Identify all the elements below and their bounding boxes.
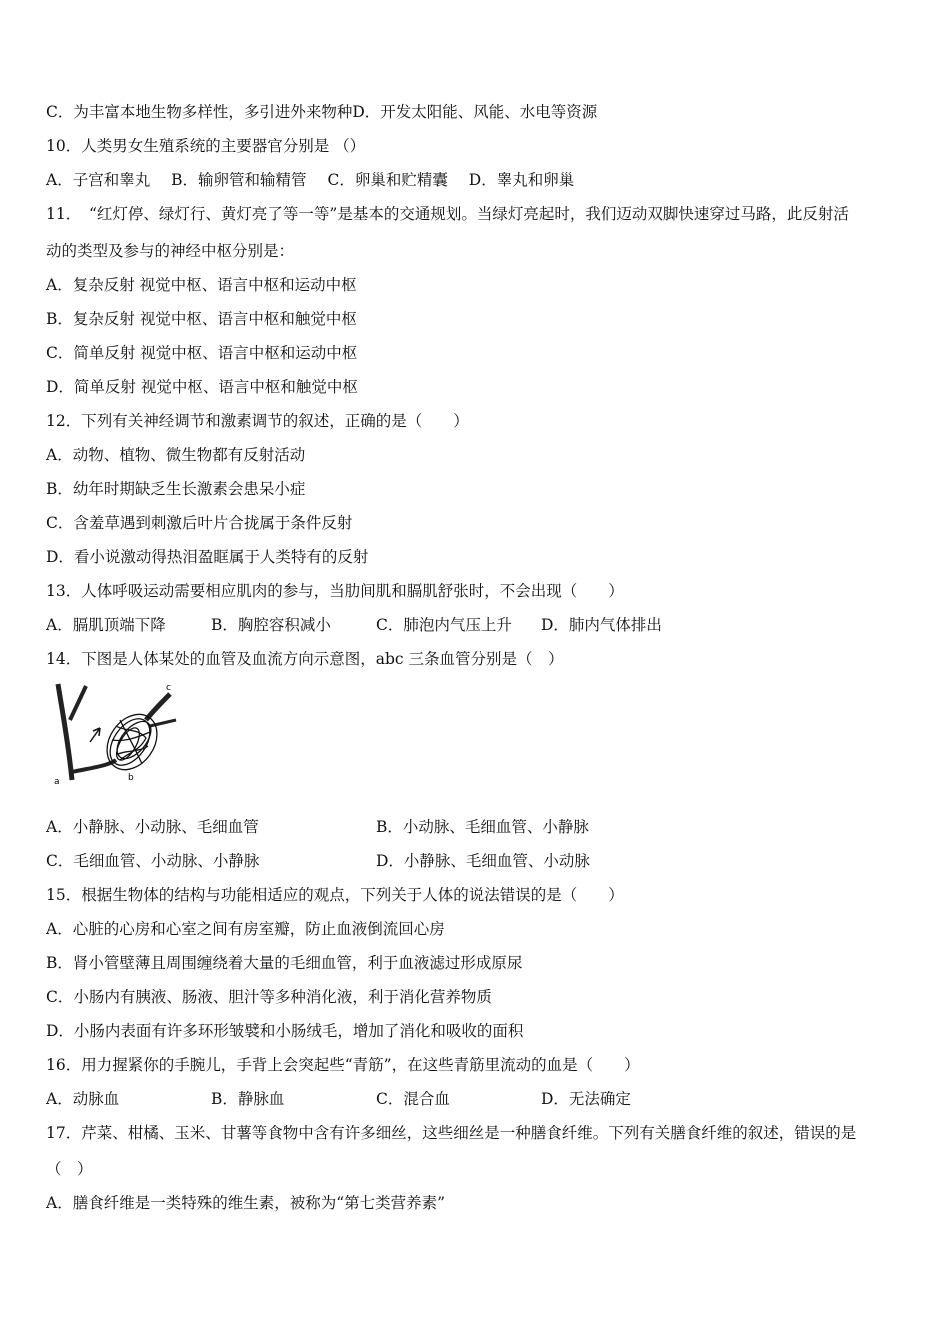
q10-option-c: C．卵巢和贮精囊: [327, 171, 448, 189]
q15-option-b: B．肾小管壁薄且周围缠绕着大量的毛细血管，利于血液滤过形成原尿: [46, 954, 523, 972]
q15-option-d: D．小肠内表面有许多环形皱襞和小肠绒毛，增加了消化和吸收的面积: [46, 1022, 524, 1040]
q12-option-d: D．看小说激动得热泪盈眶属于人类特有的反射: [46, 548, 369, 566]
capillary-network: [97, 705, 167, 779]
q11-option-c: C．简单反射 视觉中枢、语言中枢和运动中枢: [46, 344, 358, 362]
q16-stem: 16．用力握紧你的手腕儿，手背上会突起些“青筋”，在这些青筋里流动的血是（ ）: [46, 1056, 640, 1074]
q14-option-a: A．小静脉、小动脉、毛细血管: [46, 818, 259, 836]
q15-option-a: A．心脏的心房和心室之间有房室瓣，防止血液倒流回心房: [46, 920, 445, 938]
q13-option-d: D．肺内气体排出: [541, 616, 662, 634]
q10-option-a: A．子宫和睾丸: [46, 171, 151, 189]
vessel-a-trunk: [58, 684, 72, 780]
q9-option-c: C．为丰富本地生物多样性，多引进外来物种D．开发太阳能、风能、水电等资源: [46, 103, 598, 121]
label-b: b: [128, 773, 134, 783]
q12-stem: 12．下列有关神经调节和激素调节的叙述，正确的是（ ）: [46, 412, 469, 430]
q17-option-a: A．膳食纤维是一类特殊的维生素，被称为“第七类营养素”: [46, 1194, 446, 1212]
q12-option-b: B．幼年时期缺乏生长激素会患呆小症: [46, 480, 306, 498]
q14-option-d: D．小静脉、毛细血管、小动脉: [376, 852, 590, 870]
q10-option-d: D．睾丸和卵巢: [468, 171, 575, 189]
blood-vessel-svg: [50, 680, 180, 792]
label-a: a: [54, 777, 60, 787]
q14-options-row1: [46, 816, 589, 838]
q11-option-b: B．复杂反射 视觉中枢、语言中枢和触觉中枢: [46, 310, 357, 328]
q14-options-row2: [46, 850, 590, 872]
q14-option-b: B．小动脉、毛细血管、小静脉: [376, 818, 589, 836]
vessel-b-link: [72, 760, 116, 772]
q11-stem-line2: 动的类型及参与的神经中枢分别是：: [46, 242, 295, 260]
q16-option-c: C．混合血: [376, 1090, 450, 1108]
q10-option-b: B．输卵管和输精管: [171, 171, 307, 189]
q14-stem: 14．下图是人体某处的血管及血流方向示意图，abc 三条血管分别是（ ）: [46, 650, 564, 668]
q13-option-a: A．膈肌顶端下降: [46, 616, 166, 634]
vessel-c: [146, 694, 170, 720]
q11-option-a: A．复杂反射 视觉中枢、语言中枢和运动中枢: [46, 276, 357, 294]
blood-vessel-diagram: [50, 680, 180, 792]
q14-option-c: C．毛细血管、小动脉、小静脉: [46, 852, 260, 870]
q12-option-c: C．含羞草遇到刺激后叶片合拢属于条件反射: [46, 514, 353, 532]
q17-stem-line2: （ ）: [46, 1160, 93, 1178]
q12-option-a: A．动物、植物、微生物都有反射活动: [46, 446, 306, 464]
q10-stem: 10．人类男女生殖系统的主要器官分别是 （）: [46, 137, 366, 155]
q13-option-b: B．胸腔容积减小: [211, 616, 331, 634]
label-c: c: [166, 683, 171, 693]
q15-stem: 15．根据生物体的结构与功能相适应的观点，下列关于人体的说法错误的是（ ）: [46, 886, 624, 904]
q16-options: [46, 1088, 631, 1110]
q11-option-d: D．简单反射 视觉中枢、语言中枢和触觉中枢: [46, 378, 358, 396]
q13-options: [46, 614, 662, 636]
q13-option-c: C．肺泡内气压上升: [376, 616, 512, 634]
q11-stem-line1: 11． “红灯停、绿灯行、黄灯亮了等一等”是基本的交通规划。当绿灯亮起时，我们迈动双脚快速穿过马路，此反射活: [46, 205, 849, 223]
q16-option-a: A．动脉血: [46, 1090, 120, 1108]
q10-options: [46, 169, 574, 191]
q15-option-c: C．小肠内有胰液、肠液、胆汁等多种消化液，利于消化营养物质: [46, 988, 492, 1006]
q17-stem-line1: 17．芹菜、柑橘、玉米、甘薯等食物中含有许多细丝，这些细丝是一种膳食纤维。下列有关膳食纤维的叙述，错误的是: [46, 1124, 857, 1142]
q16-option-d: D．无法确定: [541, 1090, 631, 1108]
q13-stem: 13．人体呼吸运动需要相应肌肉的参与，当肋间肌和膈肌舒张时，不会出现（ ）: [46, 582, 624, 600]
q16-option-b: B．静脉血: [211, 1090, 285, 1108]
vessel-a-branch: [70, 686, 86, 720]
